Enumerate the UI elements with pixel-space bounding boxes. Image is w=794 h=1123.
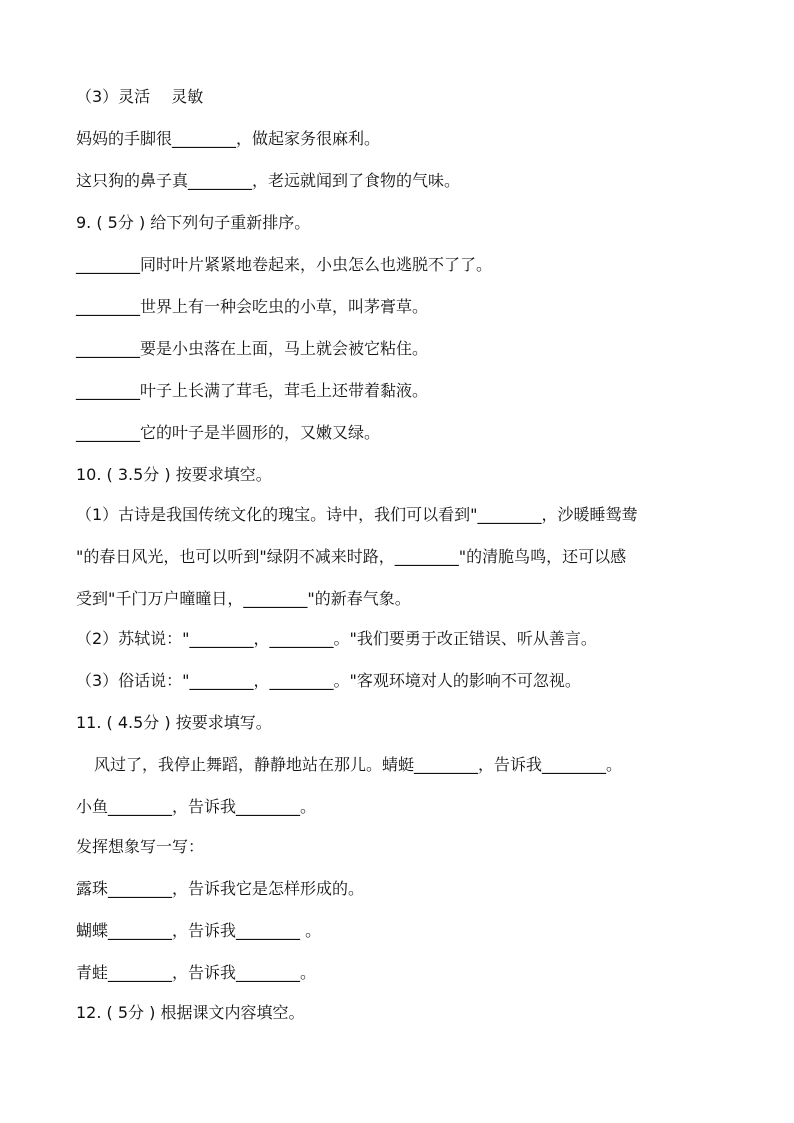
poem-fill-line: "的春日风光，也可以听到"绿阴不减来时路，________"的清脆鸟鸣，还可以感 xyxy=(76,547,627,566)
quote-fill-line: （2）苏轼说："________，________。"我们要勇于改正错误、听从善言。 xyxy=(76,629,597,648)
passage-fill-line: 小鱼________，告诉我________。 xyxy=(76,797,317,816)
quote-fill-line: （3）俗话说："________，________。"客观环境对人的影响不可忽视。 xyxy=(76,671,581,690)
order-sentence: ________世界上有一种会吃虫的小草，叫茅膏草。 xyxy=(76,297,429,316)
order-sentence: ________叶子上长满了茸毛，茸毛上还带着黏液。 xyxy=(76,381,429,400)
poem-fill-line: 受到"千门万户曈曈日，________"的新春气象。 xyxy=(76,589,411,608)
imagine-fill-line: 青蛙________，告诉我________。 xyxy=(76,963,317,982)
order-sentence: ________要是小虫落在上面，马上就会被它粘住。 xyxy=(76,339,429,358)
order-sentence: ________它的叶子是半圆形的，又嫩又绿。 xyxy=(76,423,381,442)
question-11-heading: 11. ( 4.5分 ) 按要求填写。 xyxy=(76,713,272,732)
question-9-heading: 9. ( 5分 ) 给下列句子重新排序。 xyxy=(76,213,311,232)
imagine-prompt: 发挥想象写一写： xyxy=(76,837,205,856)
question-12-heading: 12. ( 5分 ) 根据课文内容填空。 xyxy=(76,1003,305,1022)
poem-fill-line: （1）古诗是我国传统文化的瑰宝。诗中，我们可以看到"________，沙暖睡鸳鸯 xyxy=(76,505,638,524)
imagine-fill-line: 露珠________，告诉我它是怎样形成的。 xyxy=(76,879,365,898)
order-sentence: ________同时叶片紧紧地卷起来，小虫怎么也逃脱不了了。 xyxy=(76,255,493,274)
passage-fill-line: 风过了，我停止舞蹈，静静地站在那儿。蜻蜓________，告诉我________。 xyxy=(94,755,623,774)
fill-blank-sentence: 妈妈的手脚很________，做起家务很麻利。 xyxy=(76,129,381,148)
option-group-3: （3）灵活 灵敏 xyxy=(76,87,204,106)
imagine-fill-line: 蝴蝶________，告诉我________ 。 xyxy=(76,921,322,940)
fill-blank-sentence: 这只狗的鼻子真________，老远就闻到了食物的气味。 xyxy=(76,171,461,190)
question-10-heading: 10. ( 3.5分 ) 按要求填空。 xyxy=(76,465,272,484)
